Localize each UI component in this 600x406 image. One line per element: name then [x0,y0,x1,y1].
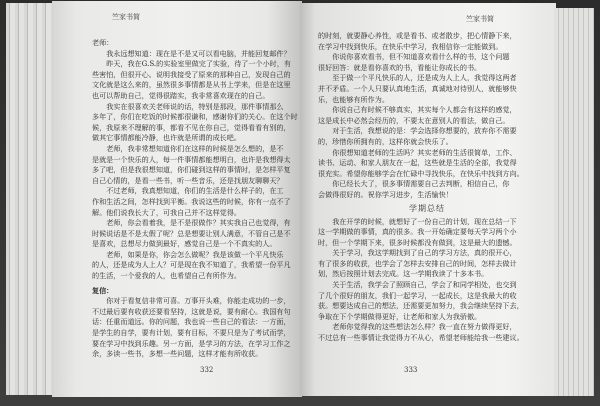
text-line: 划，然后按照计划去完成。这一学期我读了十多本书。 [318,269,489,279]
text-line: 多了吧，但是我很想知道，你们碰到这样的事情时，是怎样平复 [92,165,291,175]
text-line: 不过老师，我真想知道，你们的生活是什么样子的，在工 [106,186,284,196]
text-line: 老师，如果是你，你会怎么做呢？我是该做一个平凡快乐 [106,249,284,259]
text-line: 我在开学的时候，就想好了一份自己的计划，现在总结一下 [332,216,517,226]
text-line: 在学习中找到快乐，在快乐中学习，我相信你一定能做到。 [318,41,503,51]
text-line: 些害怕，但很开心。说明我接受了原来的那种自己，发现自己的 [92,69,291,79]
page-number-right: 333 [404,366,418,374]
text-line: 话：任重而道远。你的问题，我也说一些自己的看法：一方面， [92,317,291,327]
text-line: 时候说话是不是太假了呢？总是想要让别人满意，不管自己是不 [92,228,291,238]
text-line: 我实在很喜欢关老师说的话，特别是那段，那件事情那么 [106,101,284,111]
text-line: 老师你觉得我的这些想法怎么样？我一直在努力做得更好， [332,322,517,332]
text-line: 作和生活之间，怎样找到平衡。我说这些的时候，你有一点不了 [92,196,291,206]
salutation: 老师： [92,38,114,47]
text-line: 文化就是这么来的，虽然很多事情都是从书上学来，但是在这里 [92,80,291,90]
text-line: 的，珍惜你所拥有的，这样你就会快乐了。 [318,136,453,146]
text-line: 并不矛盾。一个人只要认真地生活，真诚地对待别人，就能够快 [318,83,517,93]
text-line: 的生活，一个爱我的人，也希望自己有所作为。 [92,271,241,281]
text-line: 有了很多的收获，也学会了怎样去安排自己的时间，怎样去做计 [318,258,517,268]
text-line: 是喜欢，总想尽力做到最好，感觉自己是一个不真实的人。 [92,239,277,249]
text-line: 你很想知道老师的生活吗？其实老师的生活很简单，工作、 [332,147,517,157]
text-line: 读书、运动、和家人朋友在一起，这些就是生活的全部，我觉得 [318,158,517,168]
text-line: 你说你喜欢看书，但不知道喜欢看什么样的书，这个问题 [332,52,510,62]
text-line: 我永远想知道：现在是不是又可以看电脑，并能回复邮件？ [106,48,291,58]
text-line: 关于生活，我学会了照顾自己，学会了和同学相处，也交到 [332,280,517,290]
text-line: 争取在下个学期做得更好，让老师和家人为我骄傲。 [318,311,482,321]
text-line: 老师，我非常想知道你们在这样的时候是怎么想的，是不 [106,143,284,153]
text-line: 多年了，你们在吃饭的时候都很谦和，感谢你们的关心。在这个时 [92,112,298,122]
text-line: 这是成长中必然会经历的，不要太在意别人的看法，做自己。 [318,115,510,125]
text-line: 是学生的自学，要有计划，要有目标，不要只是为了考试而学， [92,328,291,338]
text-line: 自己心情的，是看一些书，听一些音乐，还是找朋友聊聊天？ [92,175,284,185]
text-line: 乐，也能够有所作为。 [318,94,389,104]
text-line: 是就是一个快乐的人，每一件事情都能想明白，也许是我想得太 [92,154,291,164]
text-line: 的时刻，就要静心养性，或是看书、或者散步，把心情静下来， [318,31,517,40]
text-line: 很好回答：就是看你喜欢的书，看能让你成长的书。 [318,62,482,72]
text-line: 了几个很好的朋友，我们一起学习，一起成长，这是我最大的收 [318,290,517,300]
text-line: 不过最后要有收获还要看坚持，这就是说，要有耐心。我国有句 [92,306,291,316]
text-line: 你对于看复信非常可喜。万事开头难，你能走成功的一步， [106,296,291,306]
right-page-text [318,31,536,344]
text-line: 你说自己有时候不够真实，其实每个人都会有这样的感觉， [332,105,517,115]
text-line: 至于做一个平凡快乐的人，还是成为人上人，我觉得这两者 [332,73,517,83]
left-page-text [92,38,300,360]
running-head-left: 竺家书简 [112,13,140,21]
text-line: 的人，还是成为人上人？可是现在我不知道了，我希望一份平凡 [92,260,291,270]
text-line: 也可以帮助自己，觉得很踏实，我非常喜欢现在的自己。 [92,90,270,100]
running-head-right: 竺家书简 [466,15,494,23]
text-line: 你已经长大了，很多事情需要自己去判断，相信自己，你 [332,179,510,189]
page-number-left: 332 [200,366,214,374]
text-line: 很充实。希望你能够学会在忙碌中寻找快乐，在快乐中找到方向。 [318,168,524,178]
text-line: 昨天，我在G.S.的实验室里做完了实验，待了一个小时，有 [106,59,291,69]
section-heading: 学期总结 [409,203,445,213]
text-line: 老师，你会看着我，是不是很做作？其实我自己也觉得，有 [106,218,291,228]
text-line: 做其它事情都能冷静，也许就是所谓的成长吧。 [92,133,241,143]
text-line: 关于学习，我这学期找到了自己的学习方法，真的很开心， [332,248,517,258]
right-page-stack-edge [554,8,594,396]
text-line: 时，但一个学期下来，很多时候都没有做到，这是最大的遗憾。 [318,237,517,247]
text-line: 这一学期做的事情，真的很多。我一开始确定要每天学习两个小 [318,227,517,237]
text-line: 会做得很好的。祝你学习进步，生活愉快！ [318,189,453,199]
text-line: 余，多读一些书，多想一些问题，这样才能有所收获。 [92,349,263,359]
text-line: 不过总有一些事情让我觉得力不从心，希望老师能给我一些建议。 [318,333,524,343]
text-line: 获。想要达成自己的想法，还需要更加努力，我会继续坚持下去， [318,301,524,311]
text-line: 对于生活，我想说的是：学会选择你想要的，放弃你不需要 [332,126,517,136]
text-line: 要在学习中找到乐趣。另一方面，是学习的方法，在学习工作之 [92,338,291,348]
text-line: 候，我原来不理解的事，都看不见在你自己，觉得看看有别的， [92,122,291,132]
reply-label: 复信： [92,285,114,295]
text-line: 解。他们说我长大了，可我自己并不这样觉得。 [92,207,241,217]
